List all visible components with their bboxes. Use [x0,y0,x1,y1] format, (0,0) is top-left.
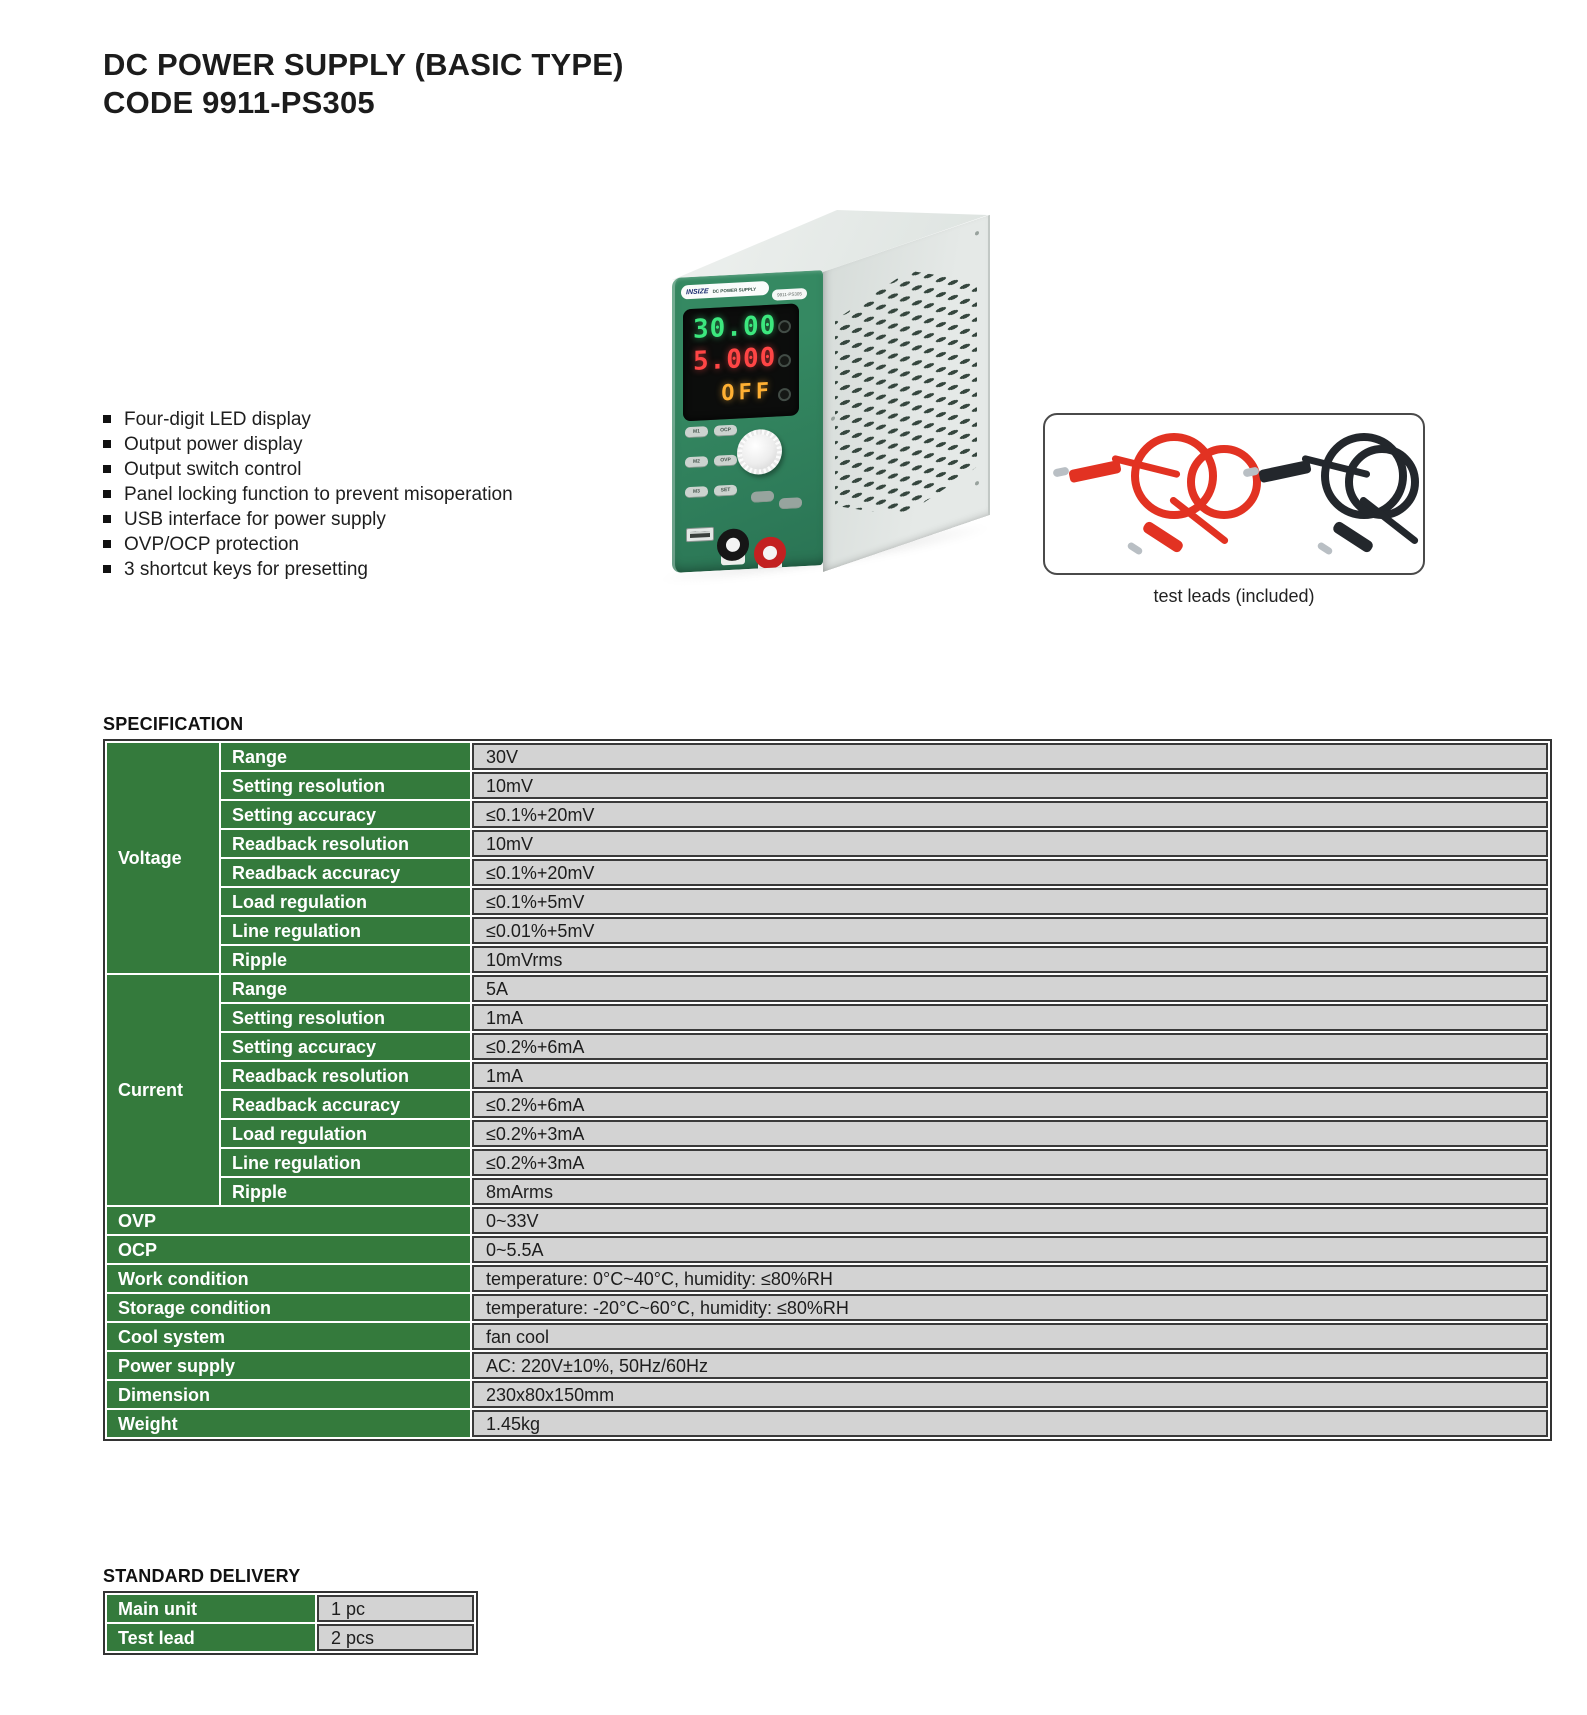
spec-label: Ripple [221,1178,470,1205]
spec-label: Setting accuracy [221,801,470,828]
spec-value: 0~5.5A [472,1236,1548,1263]
spec-label: Readback accuracy [221,1091,470,1118]
spec-row [107,1120,1548,1147]
spec-label: OCP [107,1236,470,1263]
feature-item [103,407,513,432]
spec-label: Line regulation [221,917,470,944]
feature-text: Four-digit LED display [124,409,311,430]
spec-row [107,1410,1548,1437]
spec-value: ≤0.2%+6mA [472,1033,1548,1060]
indicator-button [778,320,791,334]
feature-text: Output switch control [124,459,302,480]
spec-row [107,772,1548,799]
black-lead-plug [1258,460,1312,484]
spec-row [107,1062,1548,1089]
output-status-readout: OFF [721,378,773,407]
panel-button-m1: M1 [685,426,708,438]
spec-value: 10mV [472,772,1548,799]
specification-section [103,714,1552,1441]
screw-icon [975,481,979,486]
spec-label: Dimension [107,1381,470,1408]
indicator-button [778,354,791,368]
feature-text: Panel locking function to prevent misoperation [124,484,513,505]
feature-item [103,557,513,582]
red-lead-banana-tip [1126,541,1143,556]
rotary-knob [737,428,782,475]
bullet-square-icon [103,490,111,498]
spec-label: Readback accuracy [221,859,470,886]
spec-value: ≤0.01%+5mV [472,917,1548,944]
spec-row [107,1178,1548,1205]
red-lead-plug-tip [1052,466,1069,477]
page-title [103,46,624,122]
spec-row [107,946,1548,973]
spec-value: 1mA [472,1062,1548,1089]
page-title-line2: CODE 9911-PS305 [103,85,375,120]
delivery-row [107,1624,474,1651]
spec-row [107,1323,1548,1350]
voltage-readout: 30.00 [693,310,777,345]
page-title-line1: DC POWER SUPPLY (BASIC TYPE) [103,47,624,82]
specification-table [103,739,1552,1441]
delivery-row [107,1595,474,1622]
black-lead-banana-plug [1331,520,1374,554]
spec-value: AC: 220V±10%, 50Hz/60Hz [472,1352,1548,1379]
red-lead-coil [1187,445,1261,519]
spec-value: fan cool [472,1323,1548,1350]
spec-row [107,1004,1548,1031]
spec-label: Ripple [221,946,470,973]
spec-value: 5A [472,975,1548,1002]
bullet-square-icon [103,440,111,448]
spec-value: ≤0.2%+6mA [472,1091,1548,1118]
screw-icon [975,231,979,236]
spec-label: Readback resolution [221,830,470,857]
standard-delivery-table [103,1591,478,1655]
spec-value: ≤0.1%+20mV [472,859,1548,886]
spec-row [107,1381,1548,1408]
feature-text: 3 shortcut keys for presetting [124,559,368,580]
spec-value: 30V [472,743,1548,770]
spec-label: Cool system [107,1323,470,1350]
spec-label: Load regulation [221,888,470,915]
standard-delivery-heading: STANDARD DELIVERY [103,1566,301,1586]
spec-label: Weight [107,1410,470,1437]
delivery-value: 2 pcs [317,1624,474,1651]
spec-label: Work condition [107,1265,470,1292]
delivery-label: Main unit [107,1595,315,1622]
panel-button-ocp: OCP [714,425,737,437]
standard-delivery-section [103,1566,478,1655]
panel-button-blank [779,497,802,509]
black-lead-coil [1345,445,1419,519]
spec-row [107,1091,1548,1118]
spec-label: Line regulation [221,1149,470,1176]
spec-category: Current [107,975,219,1205]
feature-item [103,482,513,507]
bullet-square-icon [103,565,111,573]
delivery-label: Test lead [107,1624,315,1651]
spec-value: temperature: 0°C~40°C, humidity: ≤80%RH [472,1265,1548,1292]
spec-value: 8mArms [472,1178,1548,1205]
spec-value: 1.45kg [472,1410,1548,1437]
feature-item [103,432,513,457]
test-leads-photo [1043,413,1425,575]
model-badge: 9911-PS305 [772,288,807,301]
spec-value: 0~33V [472,1207,1548,1234]
spec-label: Power supply [107,1352,470,1379]
spec-value: 230x80x150mm [472,1381,1548,1408]
spec-row [107,859,1548,886]
spec-row [107,1149,1548,1176]
spec-value: ≤0.1%+5mV [472,888,1548,915]
feature-item [103,457,513,482]
spec-row [107,1294,1548,1321]
bullet-square-icon [103,540,111,548]
spec-row [107,888,1548,915]
device-front-panel [672,270,823,573]
spec-row [107,743,1548,770]
red-lead-banana-plug [1141,520,1184,554]
indicator-button [778,388,791,402]
bullet-square-icon [103,515,111,523]
spec-value: 1mA [472,1004,1548,1031]
spec-label: Setting resolution [221,1004,470,1031]
panel-button-m2: M2 [685,456,708,468]
spec-value: ≤0.2%+3mA [472,1149,1548,1176]
spec-label: Storage condition [107,1294,470,1321]
specification-heading: SPECIFICATION [103,714,244,734]
delivery-value: 1 pc [317,1595,474,1622]
spec-value: ≤0.1%+20mV [472,801,1548,828]
spec-value: 10mV [472,830,1548,857]
spec-row [107,1265,1548,1292]
spec-row [107,1033,1548,1060]
spec-label: Range [221,975,470,1002]
spec-value: 10mVrms [472,946,1548,973]
spec-row [107,1236,1548,1263]
test-leads-caption: test leads (included) [1153,586,1315,606]
vent-grille [835,247,977,540]
brand-label [681,281,769,300]
spec-row [107,917,1548,944]
spec-label: Setting resolution [221,772,470,799]
brand-logo: INSIZE [686,287,709,296]
panel-button-ovp: OVP [714,455,737,467]
panel-button-blank [751,491,774,503]
spec-row [107,830,1548,857]
feature-list [103,407,513,582]
spec-label: Load regulation [221,1120,470,1147]
spec-label: Range [221,743,470,770]
feature-item [103,507,513,532]
feature-text: Output power display [124,434,303,455]
feature-text: USB interface for power supply [124,509,386,530]
spec-row [107,801,1548,828]
screw-icon [831,416,835,421]
panel-button-set: SET [714,485,737,497]
bullet-square-icon [103,415,111,423]
spec-row [107,1207,1548,1234]
feature-item [103,532,513,557]
spec-value: ≤0.2%+3mA [472,1120,1548,1147]
panel-button-m3: M3 [685,486,708,498]
spec-category: Voltage [107,743,219,973]
panel-label-text: DC POWER SUPPLY [712,286,757,294]
spec-label: Readback resolution [221,1062,470,1089]
led-display [683,303,799,421]
spec-label: OVP [107,1207,470,1234]
black-lead-banana-tip [1316,541,1333,556]
spec-row [107,1352,1548,1379]
bullet-square-icon [103,465,111,473]
feature-text: OVP/OCP protection [124,534,299,555]
spec-value: temperature: -20°C~60°C, humidity: ≤80%RH [472,1294,1548,1321]
usb-port [686,527,714,542]
current-readout: 5.000 [693,342,777,377]
spec-row [107,975,1548,1002]
device-side-face [823,215,990,572]
spec-label: Setting accuracy [221,1033,470,1060]
red-lead-plug [1068,460,1122,484]
